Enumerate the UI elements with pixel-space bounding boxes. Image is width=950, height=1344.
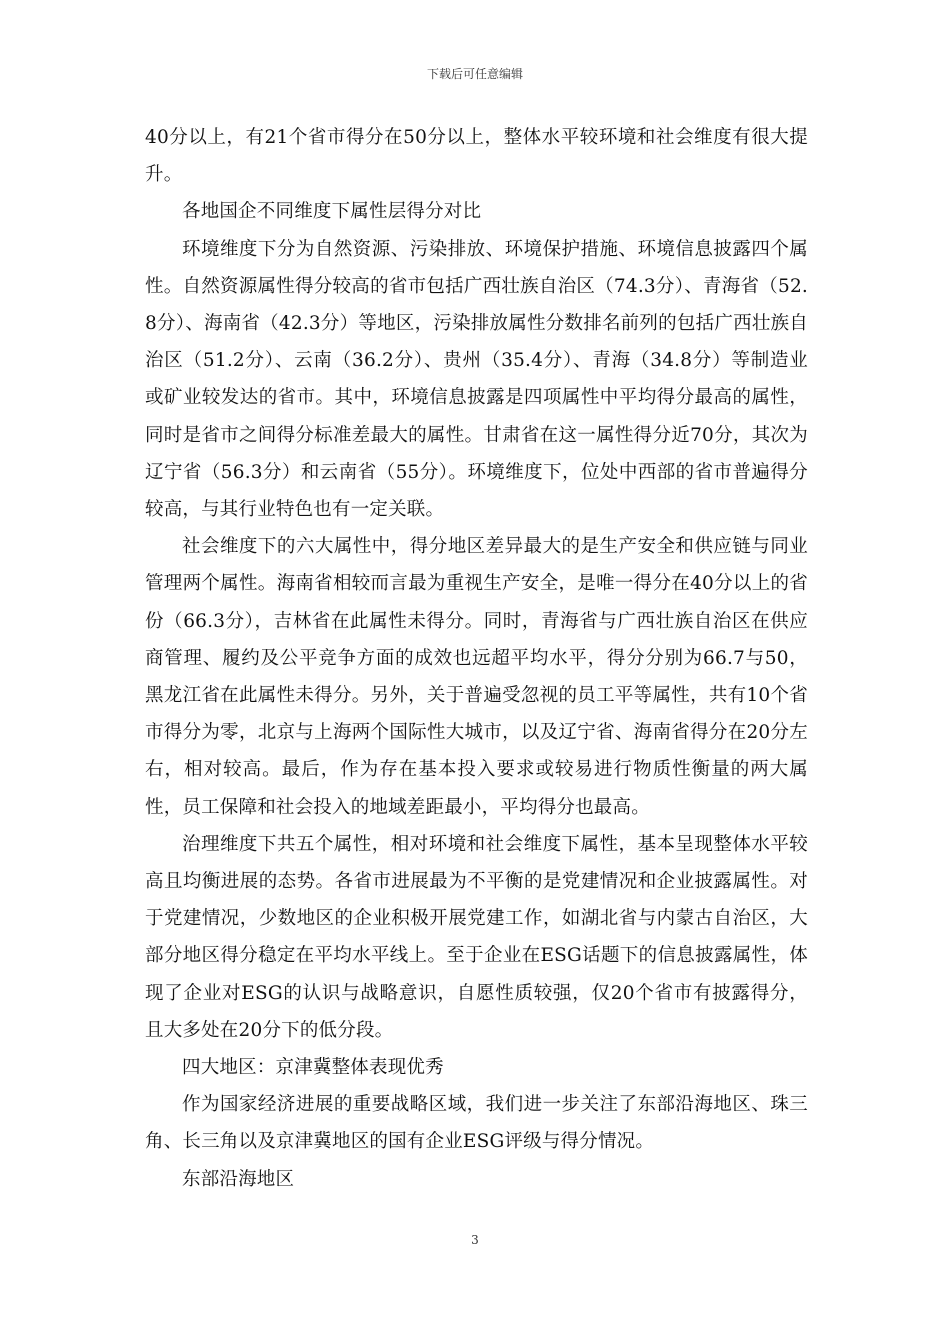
page-header: 下载后可任意编辑 <box>426 67 523 81</box>
body-text <box>145 119 808 1198</box>
section-heading-dimension-comparison: 各地国企不同维度下属性层得分对比 <box>182 201 482 223</box>
paragraph-governance: 治理维度下共五个属性，相对环境和社会维度下属性，基本呈现整体水平较高且均衡进展的态势。各省市进展最为不平衡的是党建情况和企业披露属性。对于党建情况，少数地区的企业积极开展党建工作，如湖北省与内蒙古自治区，大部分地区得分稳定在平均水平线上。至于企业在ESG话题下的信息披露属性，体现了企业对ESG的认识与战略意识，自愿性质较强，仅20个省市有披露得分，且大多处在20分下的低分段。 <box>145 833 808 1041</box>
page-number: 3 <box>471 1233 479 1247</box>
paragraph-society: 社会维度下的六大属性中，得分地区差异最大的是生产安全和供应链与同业管理两个属性。海南省相较而言最为重视生产安全，是唯一得分在40分以上的省份（66.3分），吉林省在此属性未得分。同时，青海省与广西壮族自治区在供应商管理、履约及公平竞争方面的成效也远超平均水平，得分分别为66.7与50，黑龙江省在此属性未得分。另外，关于普遍受忽视的员工平等属性，共有10个省市得分为零，北京与上海两个国际性大城市，以及辽宁省、海南省得分在20分左右，相对较高。最后，作为存在基本投入要求或较易进行物质性衡量的两大属性，员工保障和社会投入的地域差距最小，平均得分也最高。 <box>145 536 808 818</box>
section-heading-four-regions: 四大地区：京津冀整体表现优秀 <box>182 1057 444 1079</box>
paragraph-1: 40分以上，有21个省市得分在50分以上，整体水平较环境和社会维度有很大提升。 <box>145 127 808 186</box>
section-heading-eastern-coastal: 东部沿海地区 <box>182 1168 295 1190</box>
paragraph-regions-intro: 作为国家经济进展的重要战略区域，我们进一步关注了东部沿海地区、珠三角、长三角以及京津冀地区的国有企业ESG评级与得分情况。 <box>145 1094 808 1153</box>
paragraph-environment: 环境维度下分为自然资源、污染排放、环境保护措施、环境信息披露四个属性。自然资源属性得分较高的省市包括广西壮族自治区（74.3分）、青海省（52.8分）、海南省（42.3分）等地区，污染排放属性分数排名前列的包括广西壮族自治区（51.2分）、云南（36.2分）、贵州（35.4分）、青海（34.8分）等制造业或矿业较发达的省市。其中，环境信息披露是四项属性中平均得分最高的属性，同时是省市之间得分标准差最大的属性。甘肃省在这一属性得分近70分，其次为辽宁省（56.3分）和云南省（55分）。环境维度下，位处中西部的省市普遍得分较高，与其行业特色也有一定关联。 <box>145 238 808 521</box>
